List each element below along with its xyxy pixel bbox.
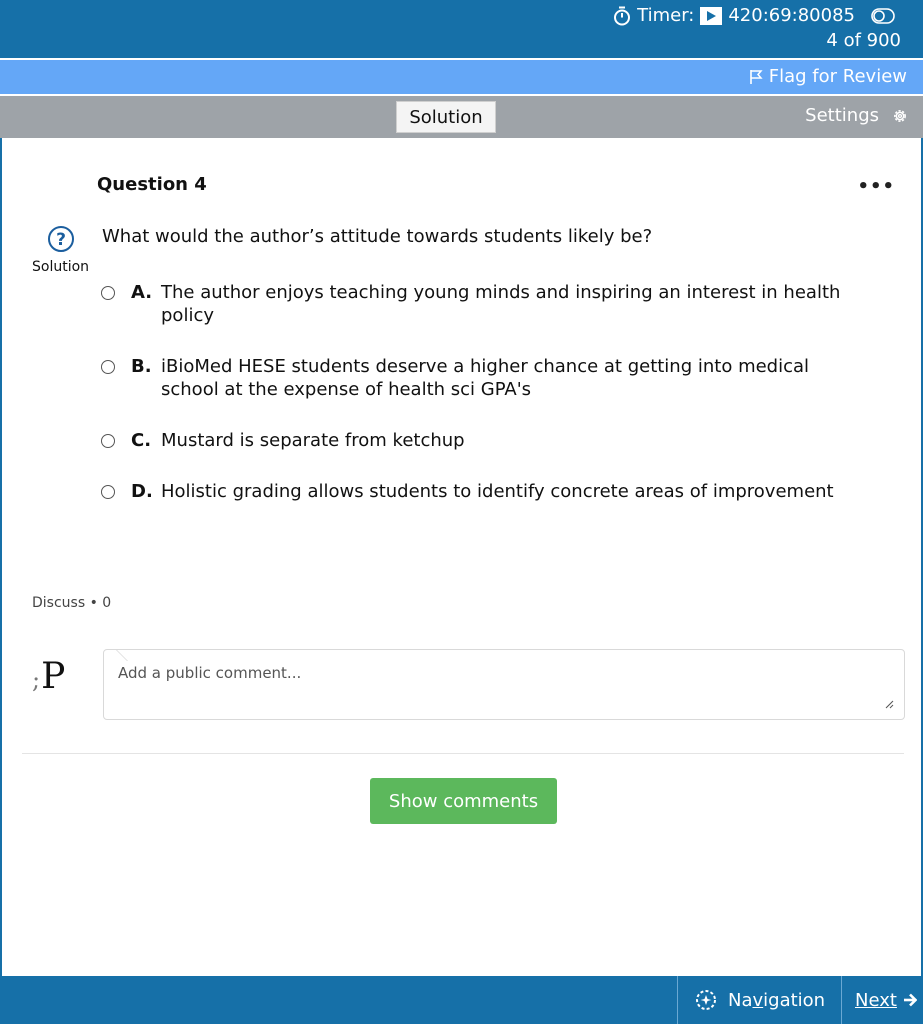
settings-button[interactable] [805, 105, 909, 126]
option-letter: C. [131, 430, 152, 451]
settings-label: Settings [805, 105, 879, 126]
navigation-label-pre: Na [728, 989, 753, 1011]
question-text: What would the author’s attitude towards students likely be? [102, 226, 653, 247]
timer-label: Timer: [637, 5, 695, 26]
navigation-label [728, 990, 825, 1011]
option-a[interactable] [100, 281, 860, 327]
question-counter: 4 of 900 [826, 30, 901, 51]
next-label: Next [855, 989, 897, 1011]
play-icon[interactable] [700, 7, 722, 25]
stopwatch-icon [613, 6, 631, 26]
option-text: iBioMed HESE students deserve a higher chance at getting into medical school at the expense of health sci GPA's [161, 356, 810, 400]
show-comments-button[interactable]: Show comments [370, 778, 557, 824]
option-b[interactable] [100, 355, 860, 401]
timer-value: 420:69:80085 [728, 5, 855, 26]
navigation-icon [694, 988, 718, 1012]
help-circle-icon[interactable] [47, 225, 75, 253]
radio-button[interactable] [101, 360, 115, 374]
avatar [32, 656, 65, 697]
navigation-label-post: igation [763, 989, 826, 1011]
flag-bar [0, 60, 923, 94]
toolbar [0, 96, 923, 138]
solution-label: Solution [32, 259, 90, 275]
option-text: The author enjoys teaching young minds and inspiring an interest in health policy [161, 282, 841, 326]
comment-box[interactable] [103, 649, 905, 720]
question-title: Question 4 [97, 174, 207, 195]
flag-for-review-button[interactable] [749, 66, 907, 87]
avatar-letter: P [41, 656, 66, 697]
bottom-bar [0, 976, 923, 1024]
svg-text:?: ? [56, 230, 66, 250]
navigation-button[interactable] [677, 976, 839, 1024]
solution-tab[interactable]: Solution [396, 101, 496, 133]
flag-label: Flag for Review [768, 66, 907, 87]
discuss-count: Discuss • 0 [32, 595, 112, 611]
radio-button[interactable] [101, 485, 115, 499]
option-letter: D. [131, 481, 153, 502]
resize-handle-icon[interactable] [884, 699, 894, 709]
avatar-semicolon: ; [32, 666, 41, 694]
answer-options [100, 281, 860, 531]
divider [22, 753, 904, 754]
question-panel [0, 138, 923, 976]
navigation-label-underlined: v [752, 989, 764, 1011]
option-letter: A. [131, 282, 153, 303]
option-d[interactable] [100, 480, 860, 503]
arrow-right-icon [903, 992, 917, 1008]
toggle-icon[interactable] [871, 8, 895, 24]
comment-input[interactable] [118, 664, 878, 682]
next-button[interactable] [841, 976, 923, 1024]
gear-icon [891, 107, 909, 125]
more-options-button[interactable]: ••• [857, 176, 895, 197]
option-text: Holistic grading allows students to identify concrete areas of improvement [161, 481, 834, 502]
radio-button[interactable] [101, 434, 115, 448]
timer [613, 5, 895, 26]
option-text: Mustard is separate from ketchup [161, 430, 465, 451]
option-c[interactable] [100, 429, 860, 452]
radio-button[interactable] [101, 286, 115, 300]
option-letter: B. [131, 356, 152, 377]
flag-icon [749, 69, 763, 85]
top-header [0, 0, 923, 58]
